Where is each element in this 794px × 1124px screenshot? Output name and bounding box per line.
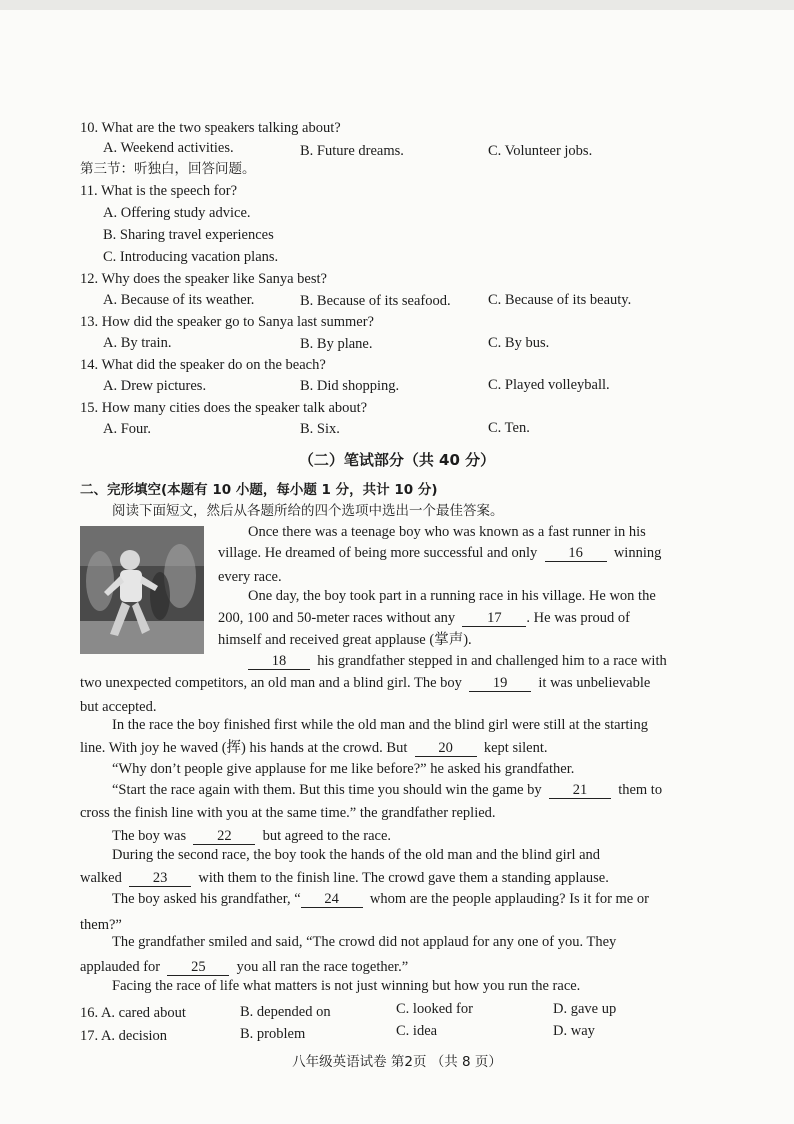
passage-line: every race. [218, 569, 282, 585]
option: D. gave up [553, 1001, 617, 1017]
question-11: 11. What is the speech for? [80, 183, 238, 199]
question-12: 12. Why does the speaker like Sanya best? [80, 271, 327, 287]
option: C. Played volleyball. [488, 377, 610, 393]
scan-top-edge [0, 0, 794, 10]
blank-22: 22 [193, 829, 255, 845]
option: A. Four. [103, 421, 151, 437]
option: C. Introducing vacation plans. [103, 249, 279, 265]
passage-line: “Start the race again with them. But this time you should win the game by 21 them to [112, 782, 663, 798]
answer-row-17: 17. A. decision [80, 1028, 167, 1044]
passage-line: applauded for 25 you all ran the race together.” [80, 959, 409, 975]
option: B. problem [240, 1026, 306, 1042]
option: B. depended on [240, 1004, 331, 1020]
page-footer: 八年级英语试卷 第2页 （共 8 页） [292, 1054, 502, 1070]
passage-line: himself and received great applause (掌声). [218, 632, 472, 648]
option: C. idea [396, 1023, 438, 1039]
option: B. By plane. [300, 336, 373, 352]
passage-line: 200, 100 and 50-meter races without any 17 . He was proud of [218, 610, 630, 626]
passage-line: but accepted. [80, 699, 157, 715]
passage-line: walked 23 with them to the finish line. The crowd gave them a standing applause. [80, 870, 609, 886]
blank-18: 18 [248, 654, 310, 670]
written-part-title: （二）笔试部分（共 40 分） [298, 451, 496, 469]
passage-line: The boy was 22 but agreed to the race. [112, 828, 392, 844]
passage-line: In the race the boy finished first while the old man and the blind girl were still at the starting [112, 717, 648, 733]
runner-photo [80, 526, 204, 654]
option: C. Because of its beauty. [488, 292, 632, 308]
section-3-heading: 第三节：听独白，回答问题。 [80, 161, 256, 177]
blank-17: 17 [462, 611, 526, 627]
blank-25: 25 [167, 960, 229, 976]
passage-line: Once there was a teenage boy who was known as a fast runner in his [248, 524, 646, 540]
cloze-instruction: 阅读下面短文，然后从各题所给的四个选项中选出一个最佳答案。 [112, 503, 504, 519]
passage-line: During the second race, the boy took the hands of the old man and the blind girl and [112, 847, 601, 863]
passage-line: The grandfather smiled and said, “The crowd did not applaud for any one of you. They [112, 934, 617, 950]
option: B. Sharing travel experiences [103, 227, 274, 243]
passage-line: line. With joy he waved (挥) his hands at the crowd. But 20 kept silent. [80, 740, 548, 756]
passage-line: “Why don’t people give applause for me like before?” he asked his grandfather. [112, 761, 575, 777]
blank-23: 23 [129, 871, 191, 887]
passage-line: The boy asked his grandfather, “ 24 whom are the people applauding? Is it for me or [112, 891, 649, 907]
passage-line: them?” [80, 917, 122, 933]
blank-19: 19 [469, 676, 531, 692]
option: C. Volunteer jobs. [488, 143, 593, 159]
blank-24: 24 [301, 892, 363, 908]
passage-line: 18 his grandfather stepped in and challenged him to a race with [248, 652, 667, 670]
option: A. Drew pictures. [103, 378, 207, 394]
option: B. Did shopping. [300, 378, 400, 394]
passage-line: two unexpected competitors, an old man and a blind girl. The boy 19 it was unbelievable [80, 675, 651, 691]
question-10: 10. What are the two speakers talking about? [80, 120, 341, 136]
option: A. Because of its weather. [103, 292, 255, 308]
blank-16: 16 [545, 546, 607, 562]
passage-line: cross the finish line with you at the same time.” the grandfather replied. [80, 805, 496, 821]
option: C. By bus. [488, 335, 550, 351]
passage-line: village. He dreamed of being more successful and only 16 winning [218, 545, 662, 561]
option: C. Ten. [488, 420, 530, 436]
passage-line: Facing the race of life what matters is not just winning but how you run the race. [112, 978, 581, 994]
option: A. Offering study advice. [103, 205, 251, 221]
blank-20: 20 [415, 741, 477, 757]
option: B. Six. [300, 421, 340, 437]
question-14: 14. What did the speaker do on the beach? [80, 357, 326, 373]
option: A. By train. [103, 335, 172, 351]
question-13: 13. How did the speaker go to Sanya last summer? [80, 314, 374, 330]
option: B. Future dreams. [300, 143, 404, 159]
blank-21: 21 [549, 783, 611, 799]
passage-line: One day, the boy took part in a running race in his village. He won the [248, 588, 656, 604]
cloze-heading: 二、完形填空(本题有 10 小题，每小题 1 分，共计 10 分) [80, 482, 438, 498]
option: D. way [553, 1023, 595, 1039]
runner-photo-graphic [80, 526, 204, 654]
option: C. looked for [396, 1001, 473, 1017]
answer-row-16: 16. A. cared about [80, 1005, 186, 1021]
question-15: 15. How many cities does the speaker talk about? [80, 400, 368, 416]
option: B. Because of its seafood. [300, 293, 451, 309]
option: A. Weekend activities. [103, 140, 234, 156]
